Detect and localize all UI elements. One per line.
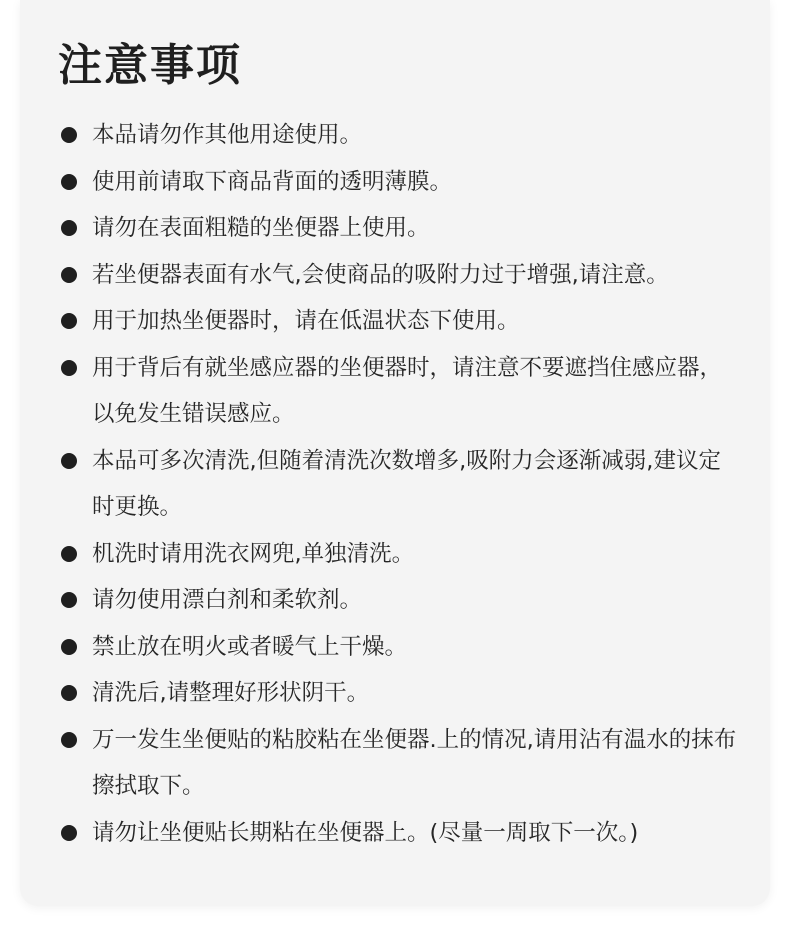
bullet-icon [61,825,77,841]
list-item-text: 用于加热坐便器时，请在低温状态下使用。 [92,308,520,334]
bullet-icon [61,127,77,143]
list-item [58,298,738,345]
list-item [58,159,738,206]
list-item-text: 万一发生坐便贴的粘胶粘在坐便器.上的情况,请用沾有温水的抹布擦拭取下。 [92,726,737,799]
list-item-text: 机洗时请用洗衣网兜,单独清洗。 [92,540,415,567]
bullet-icon [61,685,77,701]
notice-list [58,112,738,856]
list-item-text: 使用前请取下商品背面的透明薄膜。 [92,168,453,195]
list-item-text: 用于背后有就坐感应器的坐便器时，请注意不要遮挡住感应器，以免发生错误感应。 [92,354,723,427]
list-item-text: 本品可多次清洗,但随着清洗次数增多,吸附力会逐渐减弱,建议定时更换。 [92,447,721,520]
list-item [58,624,738,671]
bullet-icon [61,453,77,469]
notice-card [20,0,770,906]
list-item [58,577,738,624]
list-item [58,345,738,438]
bullet-icon [61,546,77,562]
list-item [58,810,738,857]
bullet-icon [61,639,77,655]
list-item-text: 清洗后,请整理好形状阴干。 [92,680,370,706]
bullet-icon [61,220,77,236]
bullet-icon [61,592,77,608]
list-item-text: 请勿在表面粗糙的坐便器上使用。 [92,215,430,241]
page-title: 注意事项 [58,40,242,91]
list-item-text: 若坐便器表面有水气,会使商品的吸附力过于增强,请注意。 [92,261,669,288]
list-item-text: 请勿使用漂白剂和柔软剂。 [92,587,363,613]
bullet-icon [61,174,77,190]
list-item [58,531,738,578]
bullet-icon [61,732,77,748]
list-item [58,252,738,299]
list-item [58,717,738,810]
list-item-text: 禁止放在明火或者暖气上干燥。 [92,633,408,660]
list-item [58,205,738,252]
list-item-text: 请勿让坐便贴长期粘在坐便器上。(尽量一周取下一次。) [92,819,639,846]
list-item [58,670,738,717]
bullet-icon [61,267,77,283]
bullet-icon [61,313,77,329]
list-item [58,438,738,531]
list-item [58,112,738,159]
bullet-icon [61,360,77,376]
list-item-text: 本品请勿作其他用途使用。 [92,122,363,148]
